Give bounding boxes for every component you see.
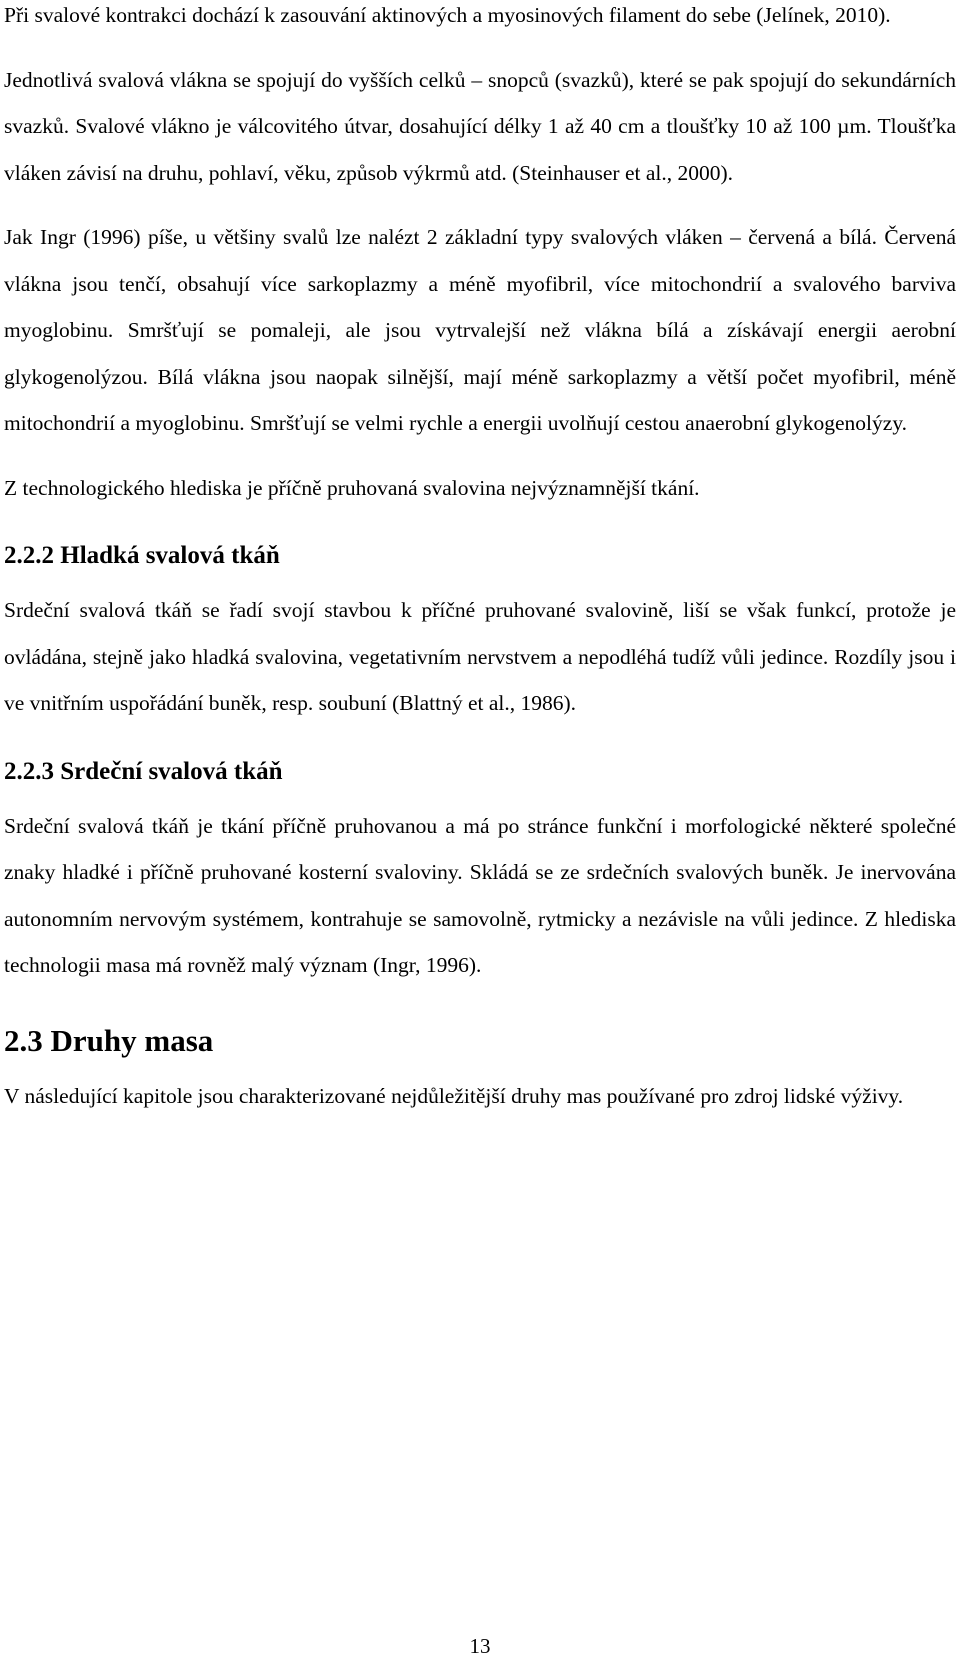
paragraph-muscle-contraction: Při svalové kontrakci dochází k zasouvání aktinových a myosinových filament do sebe (Jelínek, 2010). (4, 3, 891, 27)
page-content (4, 0, 956, 1119)
paragraph-smooth-muscle: Srdeční svalová tkáň se řadí svojí stavbou k příčné pruhované svalovině, liší se však funkcí, protože je ovládána, stejně jako hladká svalovina, vegetativním nervstvem a nepodléhá tudíž vůli jedince. Rozdíly jsou i ve vnitřním uspořádání buněk, resp. soubuní (Blattný et al., 1986). (4, 598, 956, 715)
heading-meat-types: 2.3 Druhy masa (4, 1022, 214, 1058)
paragraph-fiber-types: Jak Ingr (1996) píše, u většiny svalů lze nalézt 2 základní typy svalových vláken – červená a bílá. Červená vlákna jsou tenčí, obsahují více sarkoplazmy a méně myofibril, více mitochondrií a svalového barviva myoglobinu. Smršťují se pomaleji, ale jsou vytrvalejší než vlákna bílá a získávají energii aerobní glykogenolýzou. Bílá vlákna jsou naopak silnější, mají méně sarkoplazmy a větší počet myofibril, méně mitochondrií a myoglobinu. Smršťují se velmi rychle a energii uvolňují cestou anaerobní glykogenolýzy. (4, 225, 956, 435)
paragraph-cardiac-muscle: Srdeční svalová tkáň je tkání příčně pruhovanou a má po stránce funkční i morfologické některé společné znaky hladké i příčně pruhované kosterní svaloviny. Skládá se ze srdečních svalových buněk. Je inervována autonomním nervovým systémem, kontrahuje se samovolně, rytmicky a nezávisle na vůli jedince. Z hlediska technologii masa má rovněž malý význam (Ingr, 1996). (4, 813, 956, 977)
paragraph-technological-view: Z technologického hlediska je příčně pruhovaná svalovina nejvýznamnější tkání. (4, 475, 700, 500)
heading-cardiac-muscle: 2.2.3 Srdeční svalová tkáň (4, 757, 283, 785)
paragraph-meat-types-intro: V následující kapitole jsou charakterizované nejdůležitější druhy mas používané pro zdroj lidské výživy. (4, 1083, 904, 1108)
page-number: 13 (469, 1634, 491, 1658)
paragraph-muscle-fibers: Jednotlivá svalová vlákna se spojují do vyšších celků – snopců (svazků), které se pak spojují do sekundárních svazků. Svalové vlákno je válcovitého útvar, dosahující délky 1 až 40 cm a tloušťky 10 až 100 µm. Tloušťka vláken závisí na druhu, pohlaví, věku, způsob výkrmů atd. (Steinhauser et al., 2000). (4, 67, 956, 185)
heading-smooth-muscle: 2.2.2 Hladká svalová tkáň (4, 542, 280, 569)
